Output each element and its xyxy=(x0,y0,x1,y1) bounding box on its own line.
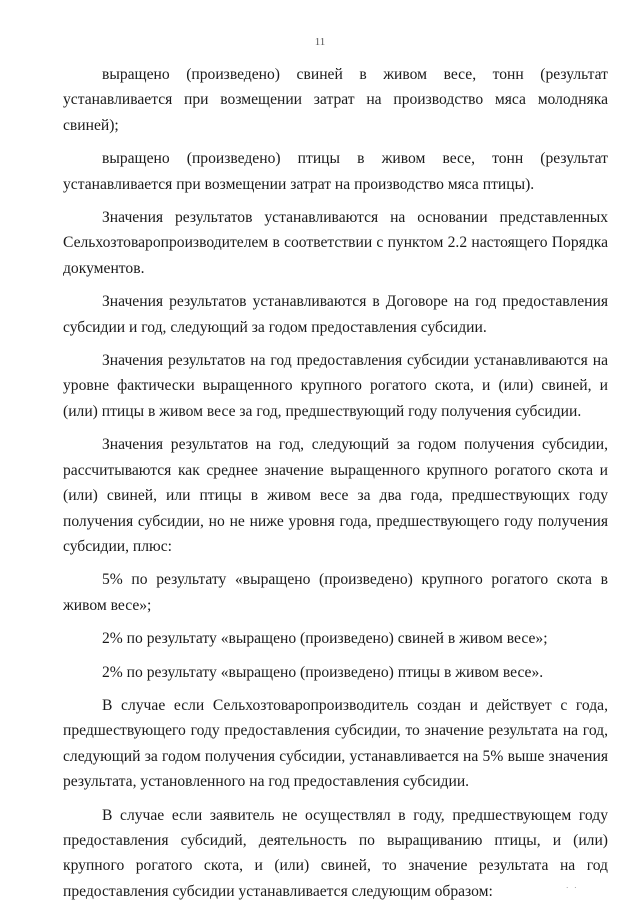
paragraph: Значения результатов на год предоставления субсидии устанавливаются на уровне фактически выращенного крупного рогатого скота, и (или) свиней, и (или) птицы в живом весе за год, предшествующий году получения субсидии. xyxy=(63,352,608,420)
page-number: 11 xyxy=(314,36,326,48)
paragraph: выращено (произведено) птицы в живом весе, тонн (результат устанавливается при возмещении затрат на производство мяса птицы). xyxy=(63,150,608,193)
paragraph: Значения результатов устанавливаются на основании представленных Сельхозтоваропроизводителем в соответствии с пунктом 2.2 настоящего Порядка документов. xyxy=(63,209,608,277)
paragraph: 2% по результату «выращено (произведено) свиней в живом весе»; xyxy=(102,630,548,648)
document-body xyxy=(63,62,608,912)
paragraph: Значения результатов на год, следующий за годом получения субсидии, рассчитываются как среднее значение выращенного крупного рогатого скота и (или) свиней, или птицы в живом весе за два года, предшествующих году получения субсидии, но не ниже уровня года, предшествующего году получения субсидии, плюс: xyxy=(63,436,608,555)
paragraph: выращено (произведено) свиней в живом весе, тонн (результат устанавливается при возмещении затрат на производство мяса молодняка свиней); xyxy=(63,66,608,134)
paragraph: 5% по результату «выращено (произведено) крупного рогатого скота в живом весе»; xyxy=(63,571,608,614)
paragraph: В случае если Сельхозтоваропроизводитель создан и действует с года, предшествующего году предоставления субсидии, то значение результата на год, следующий за годом получения субсидии, устанавливается на 5% выше значения результата, установленного на год предоставления субсидии. xyxy=(63,696,608,791)
scan-artifact-mark: · · xyxy=(566,884,579,892)
paragraph: 2% по результату «выращено (произведено) птицы в живом весе». xyxy=(102,663,544,681)
paragraph: Значения результатов устанавливаются в Договоре на год предоставления субсидии и год, следующий за годом предоставления субсидии. xyxy=(63,293,608,336)
paragraph: В случае если заявитель не осуществлял в году, предшествующем году предоставления субсидий, деятельность по выращиванию птицы, и (или) крупного рогатого скота, и (или) свиней, то значение результата на год предоставления субсидии устанавливается следующим образом: xyxy=(63,806,608,900)
